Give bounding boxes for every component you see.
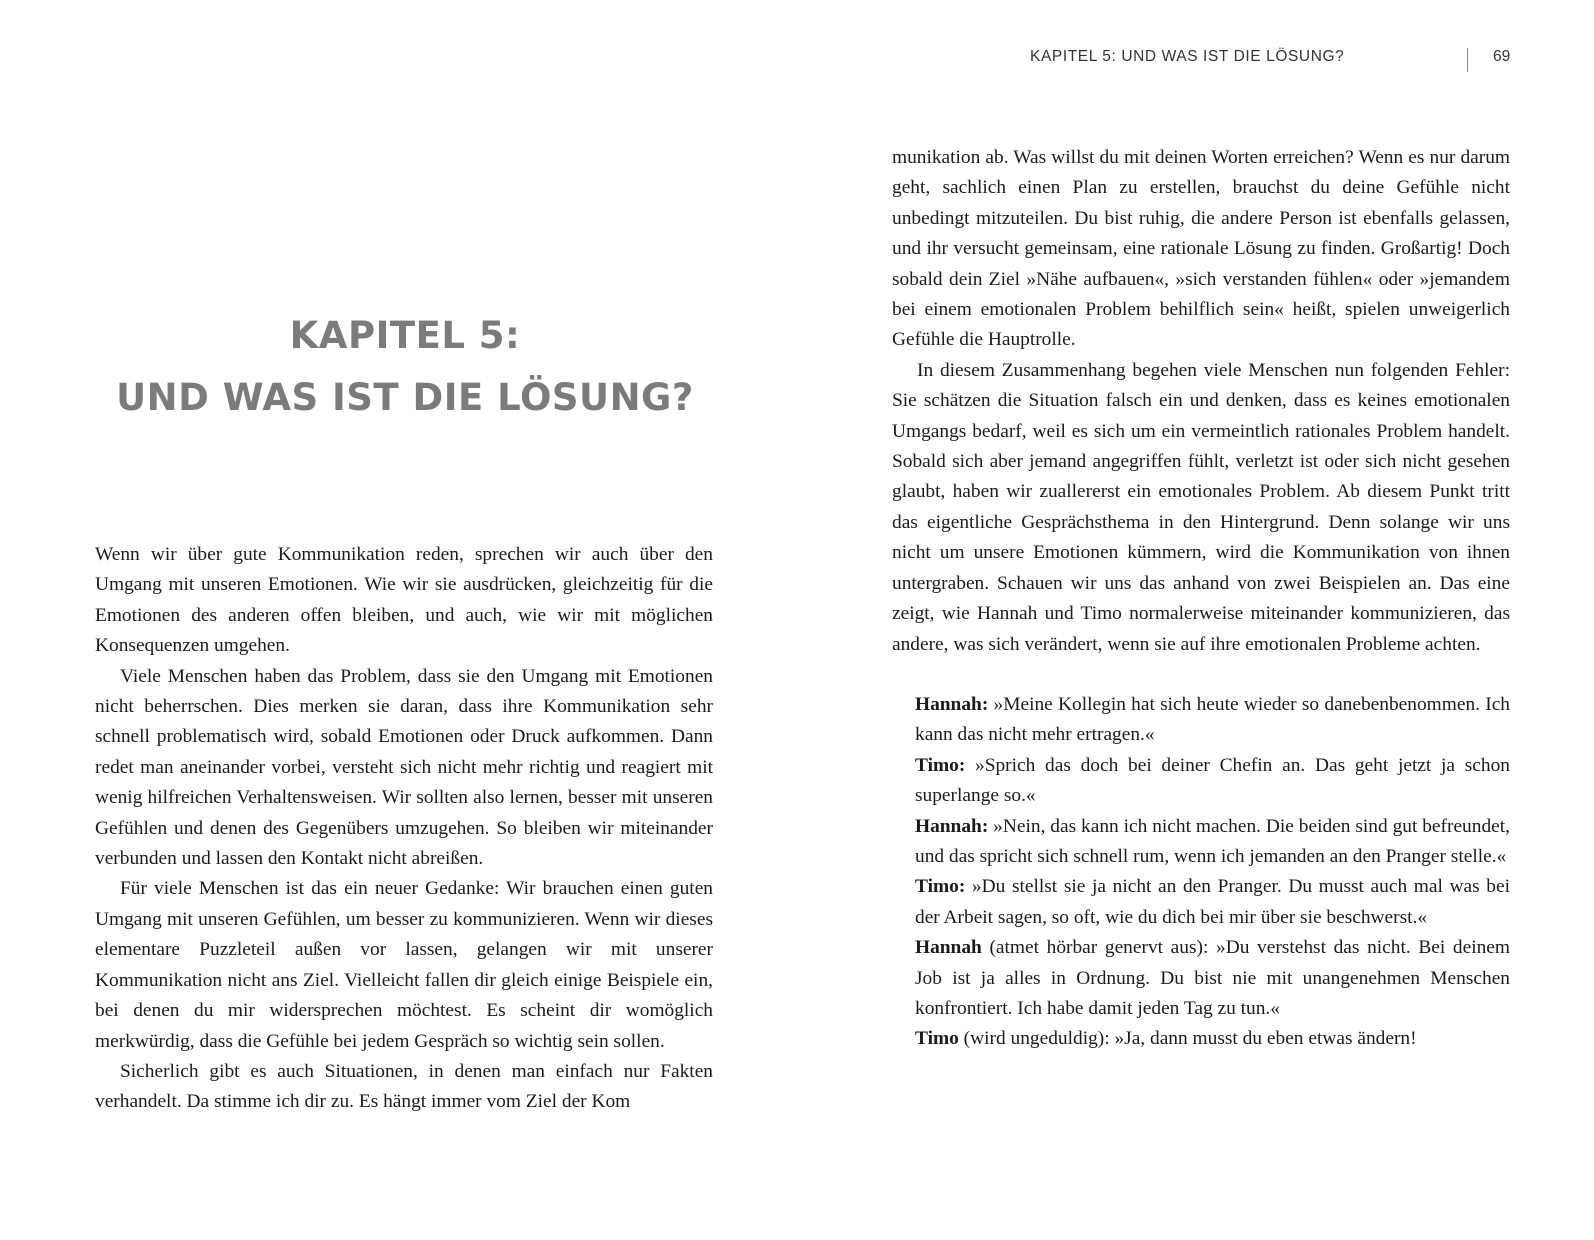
- running-head: KAPITEL 5: UND WAS IST DIE LÖSUNG?: [1030, 48, 1345, 65]
- dialogue-turn: [915, 812, 1510, 873]
- body-paragraph: Für viele Menschen ist das ein neuer Gedanke: Wir brauchen einen guten Umgang mit unseren Gefühlen, um besser zu kommunizieren. Wenn wir dieses elementare Puzzleteil außen vor lassen, gelangen wir mit unserer Kommunikation nicht ans Ziel. Vielleicht fallen dir gleich einige Beispiele ein, bei denen du mir widersprechen möchtest. Es scheint dir womöglich merkwürdig, dass die Gefühle bei jedem Gespräch so wichtig sein sollen.: [95, 878, 713, 1052]
- chapter-title-line-1: KAPITEL 5:: [289, 314, 521, 357]
- dialogue-text: (atmet hörbar genervt aus): »Du verstehst das nicht. Bei deinem Job ist ja alles in Ordnung. Du bist nie mit unangenehmen Menschen konfrontiert. Ich habe damit jeden Tag zu tun.«: [915, 937, 1510, 1019]
- body-paragraph: Wenn wir über gute Kommunikation reden, sprechen wir auch über den Umgang mit unseren Emotionen. Wie wir sie ausdrücken, gleichzeitig für die Emotionen des anderen offen bleiben, und auch, wie wir mit möglichen Konsequenzen umgehen.: [95, 544, 713, 657]
- dialogue-text: »Meine Kollegin hat sich heute wieder so danebenbenommen. Ich kann das nicht mehr ertragen.«: [915, 693, 1510, 746]
- body-paragraph: Viele Menschen haben das Problem, dass sie den Umgang mit Emotionen nicht beherrschen. Dies merken sie daran, dass ihre Kommunikation sehr schnell problematisch wird, sobald Emotionen oder Druck aufkommen. Dann redet man aneinander vorbei, versteht sich nicht mehr richtig und reagiert mit wenig hilfreichen Verhaltensweisen. Wir sollten also lernen, besser mit unseren Gefühlen und denen des Gegenübers umzugehen. So bleiben wir miteinander verbunden und lassen den Kontakt nicht abreißen.: [95, 665, 713, 870]
- speaker-name: Timo:: [915, 876, 966, 898]
- speaker-name: Hannah: [915, 937, 982, 959]
- body-paragraph: Sicherlich gibt es auch Situationen, in denen man einfach nur Fakten verhandelt. Da stimme ich dir zu. Es hängt immer vom Ziel der Kom: [95, 1060, 713, 1113]
- left-page-body: [95, 540, 713, 1118]
- dialogue-text: (wird ungeduldig): »Ja, dann musst du eben etwas ändern!: [958, 1028, 1417, 1050]
- chapter-title-line-2: UND WAS IST DIE LÖSUNG?: [116, 376, 694, 419]
- speaker-name: Hannah:: [915, 693, 989, 715]
- dialogue-turn: [915, 933, 1510, 1024]
- speaker-name: Hannah:: [915, 815, 989, 837]
- speaker-name: Timo: [915, 1028, 959, 1050]
- dialogue-text: »Nein, das kann ich nicht machen. Die beiden sind gut befreundet, und das spricht sich schnell rum, wenn ich jemanden an den Pranger stelle.«: [915, 815, 1510, 867]
- dialogue-turn: [915, 872, 1510, 933]
- dialogue-turn: [915, 751, 1510, 812]
- header-divider: [1467, 48, 1468, 72]
- body-paragraph: munikation ab. Was willst du mit deinen Worten erreichen? Wenn es nur darum geht, sachlich einen Plan zu erstellen, brauchst du deine Gefühle nicht unbedingt mitzuteilen. Du bist ruhig, die andere Person ist ebenfalls gelassen, und ihr versucht gemeinsam, eine rationale Lösung zu finden. Großartig! Doch sobald dein Ziel »Nähe aufbauen«, »sich verstanden fühlen« oder »jemandem bei einem emotionalen Problem behilflich sein« heißt, spielen unweigerlich Gefühle die Hauptrolle.: [892, 147, 1510, 351]
- dialogue-text: »Sprich das doch bei deiner Chefin an. Das geht jetzt ja schon superlange so.«: [915, 754, 1510, 807]
- speaker-name: Timo:: [915, 754, 966, 776]
- body-paragraph: In diesem Zusammenhang begehen viele Menschen nun folgenden Fehler: Sie schätzen die Situation falsch ein und denken, dass es keines emotionalen Umgangs bedarf, weil es sich um ein vermeintlich rationales Problem handelt. Sobald sich aber jemand angegriffen fühlt, verletzt ist oder sich nicht gesehen glaubt, haben wir zuallererst ein emotionales Problem. Ab diesem Punkt tritt das eigentliche Gesprächsthema in den Hintergrund. Denn solange wir uns nicht um unsere Emotionen kümmern, wird die Kommunikation von ihnen untergraben. Schauen wir uns das anhand von zwei Beispielen an. Das eine zeigt, wie Hannah und Timo normalerweise miteinander kommunizieren, das andere, was sich verändert, wenn sie auf ihre emotionalen Probleme achten.: [892, 359, 1510, 655]
- chapter-title: [95, 305, 715, 429]
- dialogue-turn: [915, 1024, 1510, 1054]
- dialogue-block: [892, 690, 1510, 1055]
- dialogue-turn: [915, 690, 1510, 751]
- page-number: 69: [1493, 48, 1511, 65]
- dialogue-text: »Du stellst sie ja nicht an den Pranger. Du musst auch mal was bei der Arbeit sagen, so oft, wie du dich bei mir über sie beschwerst.«: [915, 876, 1510, 928]
- right-page-body: [892, 143, 1510, 1055]
